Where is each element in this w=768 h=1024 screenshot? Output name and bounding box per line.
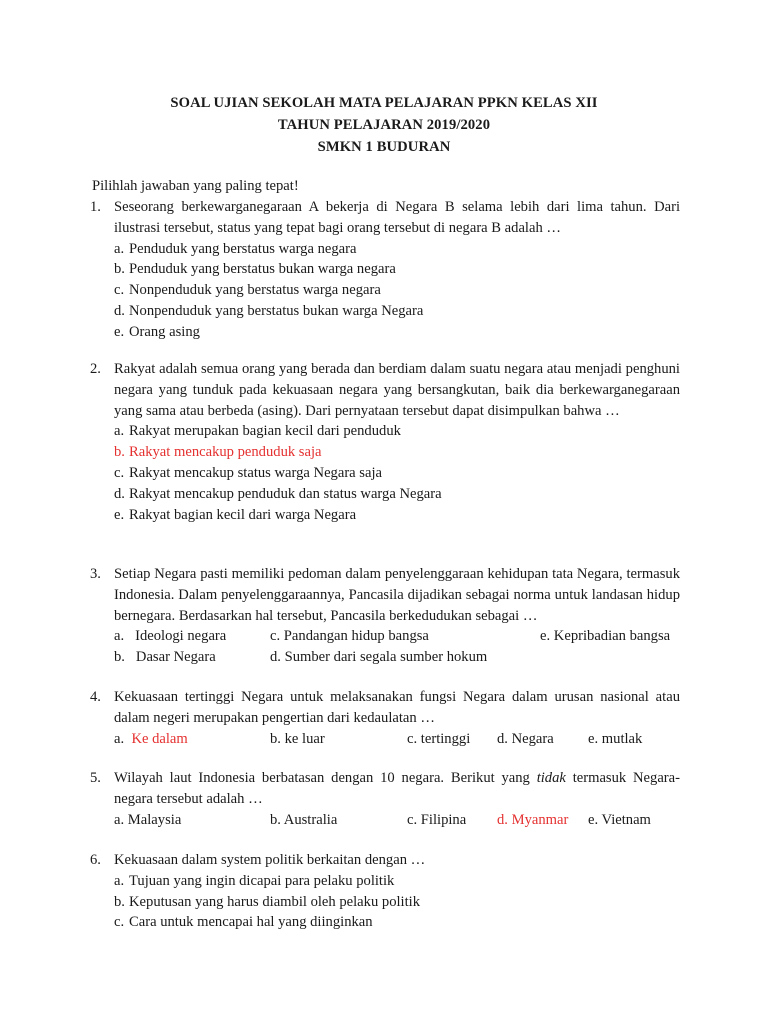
- option-d[interactable]: d. Negara: [497, 730, 554, 747]
- option-d[interactable]: d. Sumber dari segala sumber hokum: [270, 649, 488, 666]
- option-a[interactable]: a. Tujuan yang ingin dicapai para pelaku politik: [114, 872, 395, 889]
- option-e[interactable]: e. Rakyat bagian kecil dari warga Negara: [114, 506, 357, 523]
- question-4: [90, 687, 680, 749]
- option-grid: [114, 810, 680, 831]
- option-d[interactable]: d. Rakyat mencakup penduduk dan status warga Negara: [114, 485, 442, 502]
- option-b[interactable]: b. Keputusan yang harus diambil oleh pelaku politik: [114, 893, 421, 910]
- option-b[interactable]: b. Penduduk yang berstatus bukan warga negara: [114, 261, 396, 278]
- question-text: Rakyat adalah semua orang yang berada dan berdiam dalam suatu negara atau menjadi penghuni negara yang tunduk pada kekuasaan negara yang bersangkutan, baik dia berkewarganegaraan yang sama atau berbeda (asing). Dari pernyataan tersebut dapat disimpulkan bahwa …: [114, 361, 680, 419]
- option-grid: [114, 729, 680, 750]
- option-list: [114, 239, 680, 343]
- option-c[interactable]: c. Pandangan hidup bangsa: [270, 628, 429, 645]
- option-c[interactable]: c. Rakyat mencakup status warga Negara saja: [114, 464, 382, 481]
- option-b-highlighted[interactable]: b. Rakyat mencakup penduduk saja: [114, 444, 322, 461]
- option-c[interactable]: c. Nonpenduduk yang berstatus warga negara: [114, 282, 381, 299]
- question-2: [90, 359, 680, 525]
- question-3: [90, 564, 680, 668]
- question-text: Kekuasaan dalam system politik berkaitan dengan …: [114, 852, 426, 868]
- option-list: [114, 871, 680, 933]
- emphasized-word: tidak: [536, 770, 566, 786]
- question-number: 2.: [90, 361, 101, 377]
- instruction-text: Pilihlah jawaban yang paling tepat!: [92, 178, 299, 194]
- option-e[interactable]: e. mutlak: [588, 730, 643, 747]
- question-number: 6.: [90, 852, 101, 868]
- option-c[interactable]: c. Cara untuk mencapai hal yang diinginkan: [114, 914, 373, 931]
- option-row: [114, 810, 680, 831]
- option-e[interactable]: e. Vietnam: [588, 811, 651, 828]
- question-text: Wilayah laut Indonesia berbatasan dengan 10 negara. Berikut yang tidak termasuk Negara-negara tersebut adalah …: [114, 770, 681, 807]
- option-list: [114, 421, 680, 525]
- highlighted-answer: Ke dalam: [131, 730, 188, 747]
- option-d-highlighted[interactable]: d. Myanmar: [497, 811, 569, 828]
- question-6: [90, 850, 680, 933]
- option-row: [114, 729, 680, 750]
- option-a[interactable]: a. Penduduk yang berstatus warga negara: [114, 240, 357, 257]
- option-a[interactable]: a. Rakyat merupakan bagian kecil dari penduduk: [114, 423, 401, 440]
- question-number: 4.: [90, 689, 101, 705]
- option-a[interactable]: a. Malaysia: [114, 811, 182, 828]
- question-number: 5.: [90, 770, 101, 786]
- option-b[interactable]: b. ke luar: [270, 730, 325, 747]
- option-row: [114, 647, 680, 668]
- option-b[interactable]: b. Australia: [270, 811, 338, 828]
- option-b[interactable]: b. Dasar Negara: [114, 649, 216, 666]
- option-a[interactable]: a. Ke dalam: [114, 730, 188, 747]
- question-text: Seseorang berkewarganegaraan A bekerja di Negara B selama lebih dari lima tahun. Dari ilustrasi tersebut, status yang tepat bagi orang tersebut di negara B adalah …: [114, 199, 680, 236]
- question-1: [90, 197, 680, 343]
- header-school: SMKN 1 BUDURAN: [317, 139, 451, 155]
- option-grid: [114, 626, 680, 668]
- document-header: [0, 92, 768, 158]
- option-e[interactable]: e. Orang asing: [114, 323, 200, 340]
- header-year: TAHUN PELAJARAN 2019/2020: [277, 117, 491, 133]
- option-c[interactable]: c. tertinggi: [407, 730, 471, 747]
- option-a[interactable]: a. Ideologi negara: [114, 628, 227, 645]
- question-number: 1.: [90, 199, 101, 215]
- option-e[interactable]: e. Kepribadian bangsa: [540, 628, 671, 645]
- question-text: Kekuasaan tertinggi Negara untuk melaksanakan fungsi Negara dalam urusan nasional atau dalam negeri merupakan pengertian dari kedaulatan …: [114, 689, 680, 726]
- option-d[interactable]: d. Nonpenduduk yang berstatus bukan warga Negara: [114, 302, 424, 319]
- question-5: [90, 768, 680, 830]
- header-title: SOAL UJIAN SEKOLAH MATA PELAJARAN PPKN KELAS XII: [170, 95, 598, 111]
- question-text: Setiap Negara pasti memiliki pedoman dalam penyelenggaraan kehidupan tata Negara, termasuk Indonesia. Dalam penyelenggaraannya, Pancasila dijadikan sebagai norma untuk landasan hidup bernegara. Berdasarkan hal tersebut, Pancasila berkedudukan sebagai …: [114, 566, 680, 624]
- option-row: [114, 626, 680, 647]
- question-number: 3.: [90, 566, 101, 582]
- option-c[interactable]: c. Filipina: [407, 811, 467, 828]
